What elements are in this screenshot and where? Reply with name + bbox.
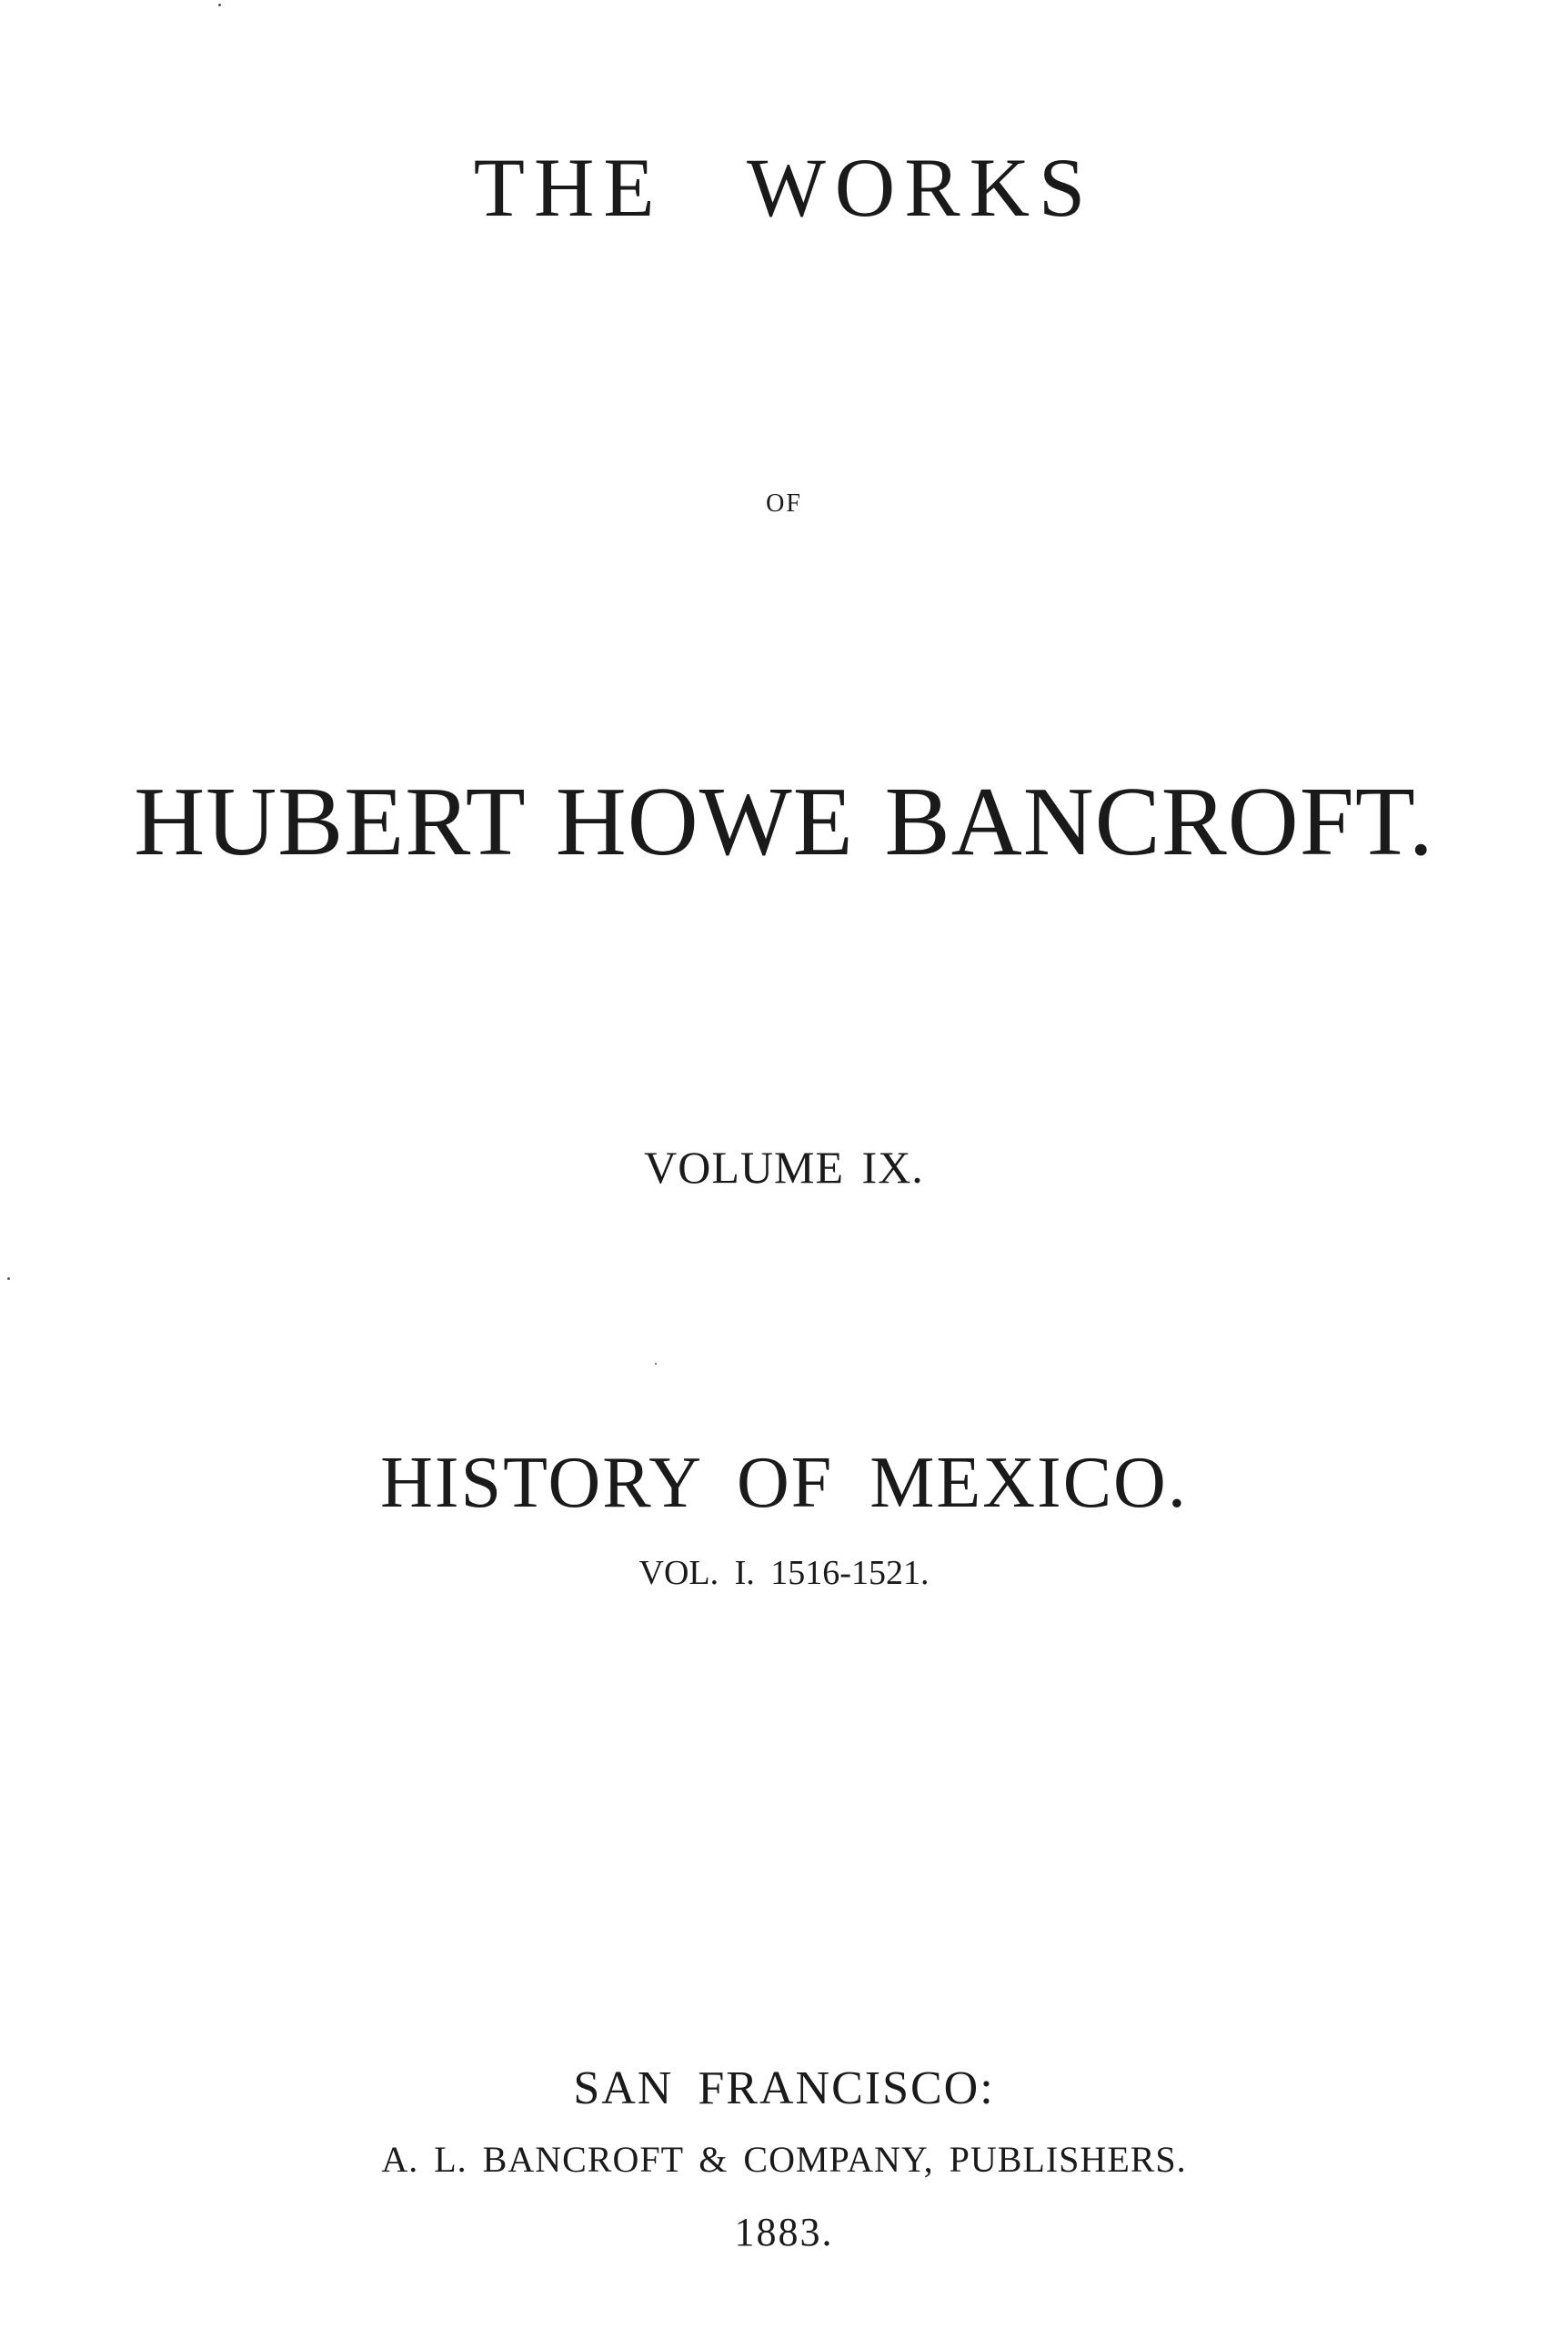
imprint-publisher: A. L. BANCROFT & COMPANY, PUBLISHERS.: [381, 2139, 1187, 2180]
book-title: HISTORY OF MEXICO.: [380, 1443, 1188, 1523]
scan-speck: [655, 1363, 657, 1365]
works-heading: THE WORKS: [473, 141, 1095, 234]
author-name: HUBERT HOWE BANCROFT.: [134, 768, 1434, 876]
imprint-year: 1883.: [734, 2210, 834, 2254]
volume-subtitle: VOL. I. 1516-1521.: [638, 1554, 930, 1592]
imprint-city: SAN FRANCISCO:: [573, 2062, 995, 2114]
of-word: OF: [766, 489, 802, 518]
scan-speck: [7, 1277, 10, 1280]
volume-number: VOLUME IX.: [644, 1142, 924, 1193]
scan-speck: [218, 4, 221, 6]
